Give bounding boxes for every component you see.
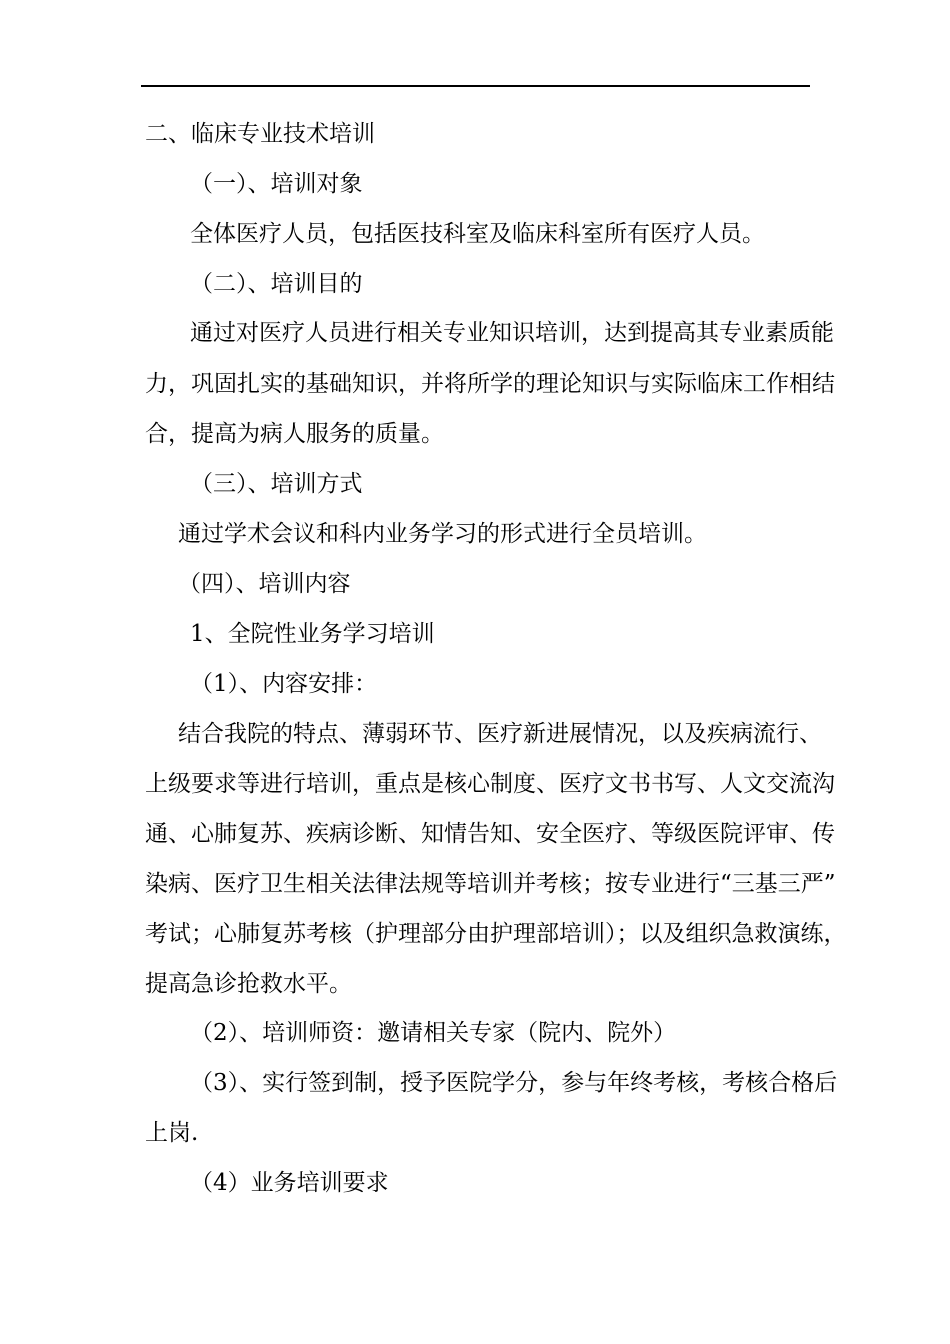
paragraph-line: 通过学术会议和科内业务学习的形式进行全员培训。 — [178, 521, 707, 547]
paragraph-line: 结合我院的特点、薄弱环节、医疗新进展情况，以及疾病流行、 — [178, 721, 822, 747]
item-subheading-2: （2）、培训师资：邀请相关专家（院内、院外） — [190, 1020, 677, 1046]
paragraph-line: 上岗. — [145, 1120, 199, 1146]
item-subheading-3: （3）、实行签到制，授予医院学分，参与年终考核，考核合格后 — [190, 1070, 838, 1096]
paragraph-line: 全体医疗人员，包括医技科室及临床科室所有医疗人员。 — [190, 221, 765, 247]
paragraph-line: 提高急诊抢救水平。 — [145, 971, 352, 997]
paragraph-line: 染病、医疗卫生相关法律法规等培训并考核；按专业进行“三基三严” — [145, 871, 836, 897]
subsection-heading-4: （四）、培训内容 — [178, 571, 351, 597]
section-heading: 二、临床专业技术培训 — [145, 121, 375, 147]
paragraph-line: 上级要求等进行培训，重点是核心制度、医疗文书书写、人文交流沟 — [145, 771, 835, 797]
paragraph-line: 力，巩固扎实的基础知识，并将所学的理论知识与实际临床工作相结 — [145, 371, 835, 397]
subsection-heading-3: （三）、培训方式 — [190, 471, 363, 497]
paragraph-line: 通过对医疗人员进行相关专业知识培训，达到提高其专业素质能 — [190, 320, 834, 346]
header-rule — [141, 85, 810, 87]
paragraph-line: 考试；心肺复苏考核（护理部分由护理部培训）；以及组织急救演练， — [145, 921, 847, 947]
paragraph-line: 合，提高为病人服务的质量。 — [145, 421, 444, 447]
subsection-heading-1: （一）、培训对象 — [190, 171, 363, 197]
item-heading: 1、全院性业务学习培训 — [190, 621, 435, 647]
paragraph-line: 通、心肺复苏、疾病诊断、知情告知、安全医疗、等级医院评审、传 — [145, 821, 835, 847]
subsection-heading-2: （二）、培训目的 — [190, 271, 363, 297]
item-subheading-1: （1）、内容安排： — [190, 671, 378, 697]
item-subheading-4: （4）业务培训要求 — [190, 1170, 389, 1196]
